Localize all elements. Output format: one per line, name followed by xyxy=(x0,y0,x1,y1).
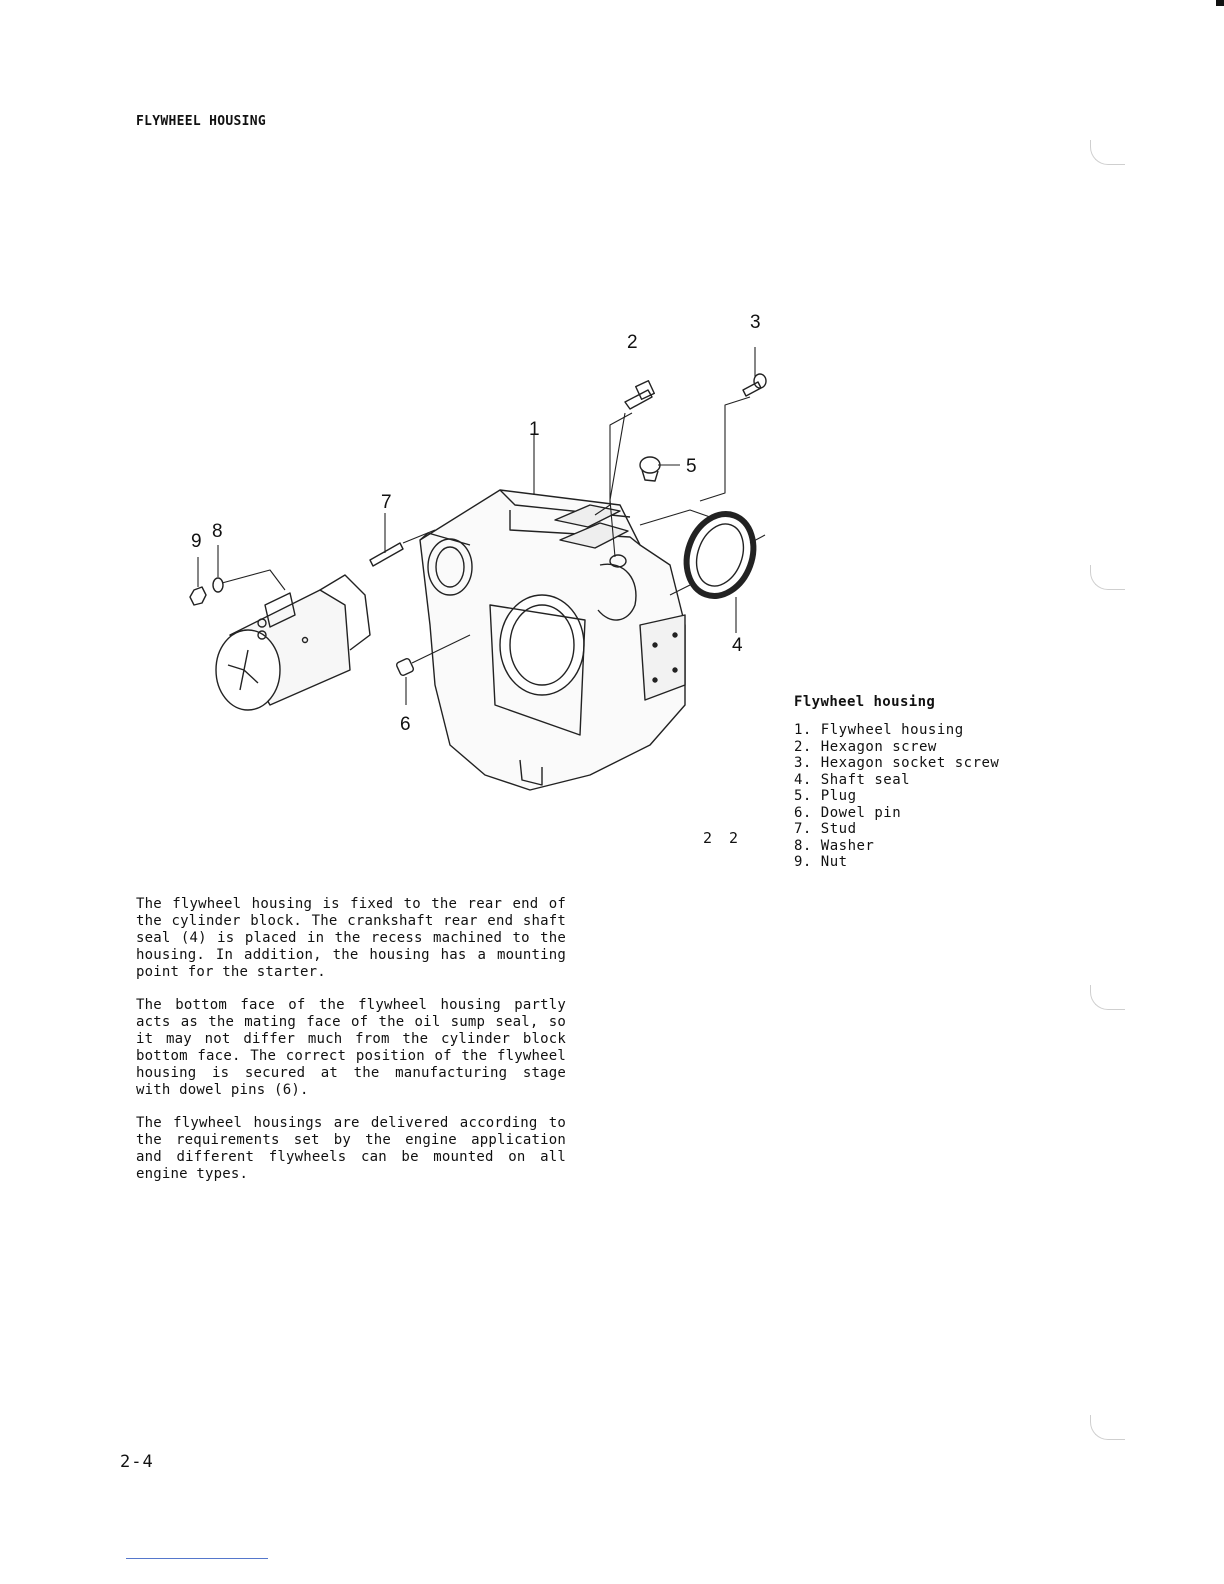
nut-part xyxy=(190,587,206,605)
page-edge-mark xyxy=(1216,0,1224,6)
callout-8: 8 xyxy=(212,521,223,542)
binder-hole-mark xyxy=(1090,1415,1125,1440)
callout-4: 4 xyxy=(732,635,743,656)
body-paragraph: The flywheel housing is fixed to the rear end of the cylinder block. The crankshaft rear end shaft seal (4) is placed in the recess machined to the housing. In addition, the housing has a mounting point for the starter. xyxy=(136,896,566,980)
legend-item: 6. Dowel pin xyxy=(794,804,902,821)
starter-motor-part xyxy=(216,575,370,710)
plug-part xyxy=(640,457,660,481)
flywheel-housing-diagram xyxy=(170,305,790,805)
callout-6: 6 xyxy=(400,714,411,735)
callout-9: 9 xyxy=(191,531,202,552)
binder-hole-mark xyxy=(1090,985,1125,1010)
legend-item: 1. Flywheel housing xyxy=(794,722,964,738)
legend-item: 3. Hexagon socket screw xyxy=(794,755,1000,771)
binder-hole-mark xyxy=(1090,565,1125,590)
section-title: FLYWHEEL HOUSING xyxy=(136,114,267,129)
legend-item: 7. Stud xyxy=(794,821,857,837)
legend-list xyxy=(794,722,999,871)
callout-3: 3 xyxy=(750,312,761,333)
body-paragraph: The flywheel housings are delivered according to the requirements set by the engine application and different flywheels can be mounted on all engine types. xyxy=(136,1115,566,1182)
legend-item: 9. Nut xyxy=(794,854,848,870)
hexagon-screw-part xyxy=(625,381,654,409)
body-paragraph: The bottom face of the flywheel housing partly acts as the mating face of the oil sump seal, so it may not differ much from the cylinder block bottom face. The correct position of the flywheel housing is secured at the manufacturing stage with dowel pins (6). xyxy=(136,997,566,1098)
dowel-pin-part xyxy=(396,658,415,677)
legend-item: 2. Hexagon screw xyxy=(794,738,937,755)
binder-hole-mark xyxy=(1090,140,1125,165)
figure-legend xyxy=(794,694,999,871)
callout-2: 2 xyxy=(627,332,638,353)
legend-title: Flywheel housing xyxy=(794,694,936,710)
washer-part xyxy=(213,578,223,592)
legend-item: 8. Washer xyxy=(794,837,875,854)
legend-item: 5. Plug xyxy=(794,788,857,804)
stud-part xyxy=(370,543,403,566)
callout-1: 1 xyxy=(529,419,540,440)
page-number: 2-4 xyxy=(120,1452,154,1472)
shaft-seal-part xyxy=(676,505,765,606)
callout-5: 5 xyxy=(686,456,697,477)
hexagon-socket-screw-part xyxy=(743,374,766,396)
figure-number: 2 2 xyxy=(703,829,743,847)
legend-item: 4. Shaft seal xyxy=(794,771,911,788)
callout-7: 7 xyxy=(381,492,392,513)
bottom-rule xyxy=(126,1558,268,1559)
